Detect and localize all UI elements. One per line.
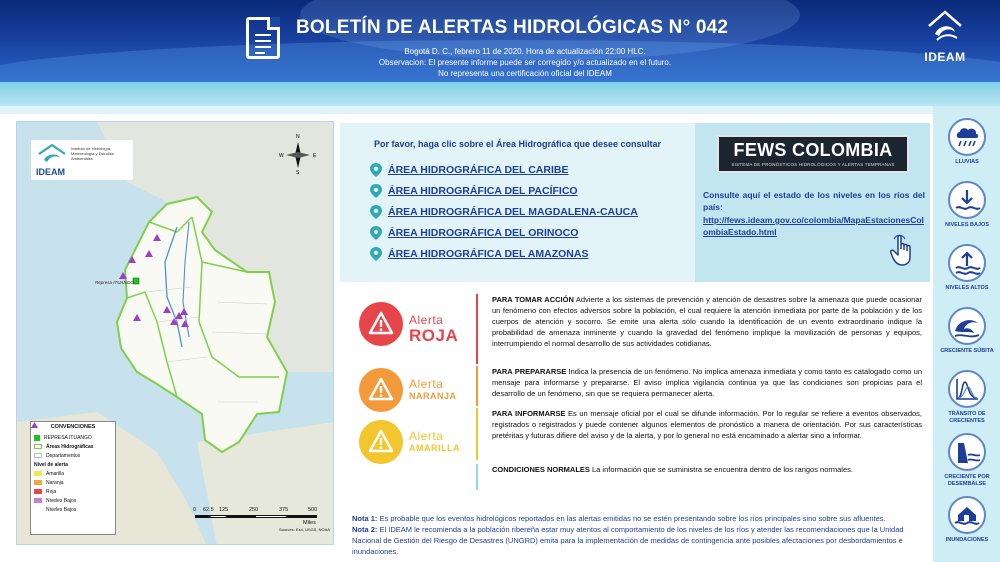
location-pin-icon [370, 226, 382, 240]
alert-red-word: Alerta [409, 313, 444, 327]
sidebar-item-label: NIVELES BAJOS [944, 222, 989, 228]
areas-prompt: Por favor, haga clic sobre el Área Hidrográfica que desee consultar [373, 139, 662, 149]
flash-flood-icon [948, 307, 986, 345]
warning-icon [359, 368, 403, 412]
legend-item [34, 478, 112, 487]
legend-label: Niveles Bajos [46, 506, 77, 513]
note-1-label: Nota 1: [352, 514, 378, 523]
scale-tick: 500 [308, 507, 318, 513]
compass-n: N [296, 134, 300, 140]
fews-logo-subtitle: SISTEMA DE PRONÓSTICOS HIDROLÓGICOS Y ALERTAS TEMPRANAS [731, 162, 895, 167]
alerts-section [345, 288, 930, 506]
note-2-text: El IDEAM le recomienda a la población ribereña estar muy atentos al comportamiento de los niveles de los ríos y atender las recomendaciones que la Unidad Nacional de Gestión del Riesgo de Desastres (UNGRD) emita para la implementación de medidas de contingencia ante posibles afectaciones por desbordamientos e inundaciones. [352, 525, 904, 556]
area-link-label: ÁREA HIDROGRÁFICA DEL CARIBE [388, 164, 569, 176]
legend-label: Departamentos [46, 452, 81, 459]
map-ideam-logo [31, 140, 133, 180]
page-title: BOLETÍN DE ALERTAS HIDROLÓGICAS N° 042 [296, 17, 729, 38]
sidebar-item-label: INUNDACIONES [945, 537, 989, 543]
alert-yellow-body: Es un mensaje oficial por el cual se difunde información. Por lo regular se refiere a eventos observados, registrados o registrados y puede contener algunos elementos de pronóstico a manera de orientación. Por sus características pretéritas y futuras difiere del aviso y de la alerta, y por lo general no está encaminado a alertar sino a informar. [492, 409, 922, 440]
legend-item [34, 487, 112, 496]
alert-yellow-text [492, 408, 922, 441]
note-2-label: Nota 2: [352, 525, 378, 534]
normal-body: La información que se suministra se encuentra dentro de los rangos normales. [589, 465, 853, 474]
legend-item [34, 496, 112, 505]
ideam-mark-icon [927, 10, 963, 44]
fews-consult-text: Consulte aquí el estado de los niveles en los ríos del país: [703, 190, 925, 212]
alert-yellow-level: AMARILLA [409, 443, 460, 453]
alert-red-divider [476, 294, 478, 364]
header [0, 0, 1000, 82]
area-link-label: ÁREA HIDROGRÁFICA DEL PACÍFICO [388, 185, 578, 197]
sidebar-item-niveles-altos[interactable] [937, 242, 997, 306]
scale-tick: 250 [249, 507, 259, 513]
normal-title: CONDICIONES NORMALES [492, 465, 590, 474]
alert-orange-title: PARA PREPARARSE [492, 367, 567, 376]
fews-link[interactable]: http://fews.ideam.gov.co/colombia/MapaEstacionesColombiaEstado.html [703, 215, 924, 237]
sidebar-item-niveles-bajos[interactable] [937, 179, 997, 243]
scale-tick: 125 [219, 507, 229, 513]
sidebar-item-label: TRÁNSITO DE CRECIENTES [948, 411, 986, 424]
area-link-amazonas[interactable] [370, 246, 588, 262]
note-2 [352, 524, 930, 557]
alert-red-body: Advierte a los sistemas de prevención y atención de desastres sobre la amenaza que puede ocasionar un fenómeno con efectos adversos sobre la población, el cual requiere la atención inmediata por parte de la población y de los cuerpos de atención y socorro. Se emite una alerta sólo cuando la identificación de un evento extraordinario indique la probabilidad de amenaza inminente y cuando la gravedad del fenómeno implique la movilización de personas y equipos, interrumpiendo el normal desarrollo de sus actividades cotidianas. [492, 295, 922, 348]
header-band [0, 82, 1000, 106]
sidebar-item-inundaciones[interactable] [937, 494, 997, 558]
legend-label: Niveles Bajos [46, 497, 77, 504]
area-link-caribe[interactable] [370, 162, 568, 178]
normal-divider [476, 464, 478, 490]
map-source: Sources: Esri, USGS, NOAA [279, 527, 330, 532]
notes [352, 513, 930, 557]
legend-label: Amarilla [46, 470, 65, 477]
hand-pointer-icon[interactable] [889, 233, 915, 267]
disclaimer-line: No representa una certificación oficial del IDEAM [438, 69, 612, 78]
legend-swatch [34, 507, 42, 512]
ideam-logo-text: IDEAM [924, 50, 966, 64]
alert-red-icon [359, 302, 403, 346]
location-pin-icon [370, 163, 382, 177]
scale-bar [195, 515, 317, 518]
scale-tick: 375 [279, 507, 289, 513]
alert-orange-word: Alerta [409, 377, 444, 391]
low-level-icon [948, 181, 986, 219]
hydro-areas-panel [340, 123, 695, 282]
sidebar-item-lluvias[interactable] [937, 116, 997, 180]
warning-icon [359, 302, 403, 346]
header-subtitle [330, 46, 720, 79]
sidebar-item-creciente-subita[interactable] [937, 305, 997, 369]
alert-orange-text [492, 366, 922, 399]
sidebar [933, 106, 1000, 562]
compass-rose-icon [283, 138, 313, 172]
map-scale [191, 507, 330, 537]
scale-tick: 62.5 [203, 507, 214, 513]
area-link-orinoco[interactable] [370, 225, 578, 241]
alert-yellow-icon [359, 420, 403, 464]
colombia-map[interactable] [16, 121, 334, 545]
area-link-pacifico[interactable] [370, 183, 578, 199]
map-logo-subtitle: Instituto de Hidrología, Meteorología y Estudios Ambientales [71, 146, 114, 161]
document-icon [246, 17, 280, 59]
ideam-mark-icon [37, 143, 67, 165]
sidebar-item-transito-crecientes[interactable] [937, 368, 997, 432]
sidebar-item-label: NIVELES ALTOS [945, 285, 989, 291]
legend-swatch [34, 453, 42, 458]
observation-line: Observacion: El presente informe puede ser corregido y/o actualizado en el futuro. [378, 58, 672, 67]
station-label: Represa ITUANGO [95, 280, 134, 285]
alert-orange-level: NARANJA [409, 391, 457, 401]
legend-swatch [34, 489, 42, 494]
area-link-label: ÁREA HIDROGRÁFICA DEL MAGDALENA-CAUCA [388, 206, 638, 218]
sidebar-item-creciente-desembalse[interactable] [937, 431, 997, 495]
area-link-label: ÁREA HIDROGRÁFICA DEL ORINOCO [388, 227, 579, 239]
alert-yellow-divider [476, 408, 478, 460]
compass-s: S [296, 170, 300, 176]
legend-label: Roja [46, 488, 57, 495]
scale-unit: Miles [303, 520, 316, 526]
legend-item [34, 433, 112, 442]
location-pin-icon [370, 205, 382, 219]
sidebar-item-label: LLUVIAS [955, 159, 979, 165]
warning-icon [359, 420, 403, 464]
legend-label: Áreas Hidrográficas [46, 443, 94, 450]
flood-transit-icon [948, 370, 986, 408]
header-band-light [0, 106, 1000, 114]
legend-title: CONVENCIONES [50, 424, 96, 430]
legend-item [34, 505, 112, 514]
legend-swatch [34, 435, 40, 441]
sidebar-item-label: CRECIENTE SÚBITA [940, 348, 994, 354]
location-pin-icon [370, 247, 382, 261]
legend-item [34, 469, 112, 478]
alert-red-title: PARA TOMAR ACCIÓN [492, 295, 574, 304]
alert-yellow-word: Alerta [409, 429, 444, 443]
alert-orange-body: Indica la presencia de un fenómeno. No implica amenaza inmediata y como tanto es catalogado como un mensaje para informarse y prepararse. El aviso implica vigilancia continua ya que las condiciones son propicias para el desarrollo de un fenómeno, sin que se requiera permanecer alerta. [492, 367, 922, 398]
ideam-logo[interactable] [916, 10, 974, 66]
note-1-text: Es probable que los eventos hidrológicos reportados en las alertas emitidas no se estén presentando sobre los ríos principales sino sobre sus afluentes. [377, 514, 886, 523]
fews-panel [695, 123, 930, 282]
rain-icon [948, 118, 986, 156]
sidebar-item-label: CRECIENTE POR DESEMBALSE [944, 474, 990, 487]
area-link-magdalena-cauca[interactable] [370, 204, 638, 220]
update-line: Bogotá D. C., febrero 11 de 2020. Hora de actualización 22:00 HLC. [404, 47, 646, 56]
alert-orange-divider [476, 366, 478, 406]
legend-level-title: Nivel de alerta [34, 462, 68, 468]
fews-logo-title: FEWS COLOMBIA [733, 140, 893, 160]
fews-logo[interactable] [717, 135, 909, 173]
dam-release-icon [948, 433, 986, 471]
alert-yellow-title: PARA INFORMARSE [492, 409, 566, 418]
note-1 [352, 513, 930, 524]
legend-label: Naranja [46, 479, 64, 486]
normal-text [492, 464, 922, 475]
alert-red-text [492, 294, 922, 349]
scale-tick: 0 [193, 507, 197, 513]
alert-orange-icon [359, 368, 403, 412]
legend-swatch [34, 498, 42, 503]
alert-red-level: ROJA [409, 326, 459, 345]
compass-e: E [313, 153, 317, 159]
legend-swatch [34, 480, 42, 485]
legend-swatch [34, 471, 42, 476]
legend-item [34, 442, 112, 451]
area-link-label: ÁREA HIDROGRÁFICA DEL AMAZONAS [388, 248, 589, 260]
flood-house-icon [948, 496, 986, 534]
compass-w: W [279, 153, 284, 159]
location-pin-icon [370, 184, 382, 198]
legend-swatch [34, 444, 42, 449]
high-level-icon [948, 244, 986, 282]
legend-item [34, 451, 112, 460]
legend-label: REPRESA ITUANGO [44, 434, 92, 441]
map-logo-text: IDEAM [36, 167, 65, 177]
map-legend [30, 421, 116, 535]
